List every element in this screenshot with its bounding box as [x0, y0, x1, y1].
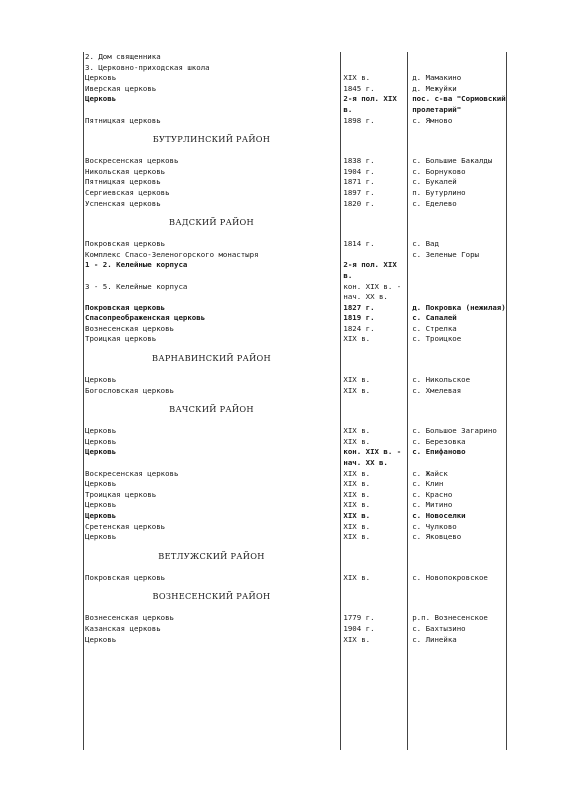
- object-name: Церковь: [85, 532, 117, 542]
- table-row: [83, 426, 506, 437]
- object-name: Никольская церковь: [85, 166, 166, 176]
- object-name: Церковь: [85, 426, 117, 436]
- object-name: 3 - 5. Келейные корпуса: [85, 281, 188, 291]
- object-location: [409, 63, 506, 74]
- object-location: с. Вад: [412, 239, 439, 249]
- object-name: Воскресенская церковь: [85, 156, 179, 166]
- object-location: с. Новоселки: [412, 511, 466, 520]
- table-row: [83, 303, 506, 314]
- object-date: XIX в.: [343, 511, 371, 520]
- table-row: [83, 260, 506, 281]
- object-location: с. Еделево: [412, 198, 457, 208]
- object-name: Богословская церковь: [85, 385, 174, 395]
- table-row: [83, 613, 506, 624]
- district-heading: ВЕТЛУЖСКИЙ РАЙОН: [158, 550, 265, 561]
- object-date: XIX в.: [343, 468, 371, 478]
- table-row: [83, 635, 506, 646]
- object-name: Церковь: [85, 479, 117, 489]
- table-row: [83, 469, 506, 480]
- district-heading: БУТУРЛИНСКИЙ РАЙОН: [152, 134, 271, 145]
- table-row: [83, 188, 506, 199]
- object-date: XIX в.: [343, 634, 371, 644]
- object-name: Воскресенская церковь: [85, 468, 179, 478]
- table-row: [83, 334, 506, 345]
- object-location: р.п. Вознесенское: [412, 613, 488, 623]
- object-location: с. Епифаново: [412, 447, 466, 457]
- object-name: Иверская церковь: [85, 83, 157, 93]
- district-heading: ВАЧСКИЙ РАЙОН: [169, 404, 254, 415]
- table-row: [83, 375, 506, 386]
- object-name: Сретенская церковь: [85, 521, 166, 531]
- object-location: с. Сапалей: [412, 313, 457, 323]
- object-date: [341, 52, 409, 63]
- object-location: с. Борнуково: [412, 166, 466, 176]
- object-date: 1779 г.: [343, 613, 375, 623]
- object-location: с. Никольское: [412, 375, 471, 385]
- object-date: XIX в.: [343, 385, 371, 395]
- object-location: [409, 282, 506, 303]
- table-row: [83, 239, 506, 250]
- object-date: 1838 г.: [343, 156, 375, 166]
- district-heading: ВАДСКИЙ РАЙОН: [169, 217, 254, 228]
- object-location: с. Линейка: [412, 634, 457, 644]
- object-name: Вознесенская церковь: [85, 323, 174, 333]
- object-date: 1819 г.: [343, 313, 375, 323]
- object-date: [341, 63, 409, 74]
- object-date: XIX в.: [343, 334, 371, 344]
- table-row: [83, 437, 506, 448]
- table-row: [83, 490, 506, 501]
- object-name: Церковь: [85, 375, 117, 385]
- object-location: с. Зеленые Горы: [412, 249, 479, 259]
- table-row: [83, 624, 506, 635]
- object-date: 1898 г.: [343, 115, 375, 125]
- object-location: с. Бахтызино: [412, 623, 466, 633]
- object-location: с. Троицкое: [412, 334, 462, 344]
- object-location: с. Букалей: [412, 177, 457, 187]
- object-location: с. Новопокровское: [412, 572, 488, 582]
- table-row: [83, 313, 506, 324]
- object-date: XIX в.: [343, 489, 371, 499]
- object-location: с. Митино: [412, 500, 453, 510]
- object-location: с. Хмелевая: [412, 385, 462, 395]
- object-date: 1871 г.: [343, 177, 375, 187]
- table-row: [83, 73, 506, 84]
- object-date: XIX в.: [343, 436, 371, 446]
- object-location: с. Красно: [412, 489, 453, 499]
- object-date: кон. XIX в. - нач. XX в.: [343, 281, 406, 302]
- object-name: Покровская церковь: [85, 302, 166, 312]
- object-location: с. Чулково: [412, 521, 457, 531]
- object-name: 3. Церковно-приходская школа: [85, 62, 210, 72]
- object-location: п. Бутурлино: [412, 187, 466, 197]
- object-date: кон. XIX в. - нач. XX в.: [343, 447, 406, 468]
- table-row: [83, 500, 506, 511]
- table-row: [83, 282, 506, 303]
- object-date: XIX в.: [343, 426, 371, 436]
- table-row: [83, 167, 506, 178]
- table-row: [83, 116, 506, 127]
- object-name: 1 - 2. Келейные корпуса: [85, 260, 188, 270]
- object-name: Спасопреображенская церковь: [85, 313, 206, 323]
- object-location: с. Ямново: [412, 115, 453, 125]
- table-row: [83, 250, 506, 261]
- table-border-right: [506, 52, 507, 750]
- district-heading: ВОЗНЕСЕНСКИЙ РАЙОН: [152, 591, 271, 602]
- object-location: с. Большие Бакалды: [412, 156, 493, 166]
- object-name: Пятницкая церковь: [85, 115, 161, 125]
- object-date: XIX в.: [343, 375, 371, 385]
- table-row: [83, 479, 506, 490]
- object-name: Пятницкая церковь: [85, 177, 161, 187]
- object-date: 1814 г.: [343, 239, 375, 249]
- object-name: Церковь: [85, 500, 117, 510]
- object-name: Церковь: [85, 634, 117, 644]
- object-date: 1820 г.: [343, 198, 375, 208]
- object-name: Казанская церковь: [85, 623, 161, 633]
- object-location: [409, 52, 506, 63]
- object-location: с. Березовка: [412, 436, 466, 446]
- table-row: [83, 522, 506, 533]
- object-name: Церковь: [85, 447, 117, 457]
- object-name: Троицкая церковь: [85, 489, 157, 499]
- object-location: с. Яковцево: [412, 532, 462, 542]
- object-date: 2-я пол. XIX в.: [343, 260, 402, 280]
- table-row: [83, 52, 506, 63]
- object-date: 1904 г.: [343, 623, 375, 633]
- table-row: [83, 156, 506, 167]
- object-date: XIX в.: [343, 572, 371, 582]
- object-date: 1904 г.: [343, 166, 375, 176]
- object-date: XIX в.: [343, 500, 371, 510]
- object-date: 2-я пол. XIX в.: [343, 94, 402, 114]
- object-date: XIX в.: [343, 521, 371, 531]
- object-name: Успенская церковь: [85, 198, 161, 208]
- table-row: [83, 573, 506, 584]
- object-date: 1824 г.: [343, 323, 375, 333]
- object-location: пос. с-ва "Сормовский пролетарий": [412, 94, 511, 114]
- object-date: 1845 г.: [343, 83, 375, 93]
- object-location: с. Клин: [412, 479, 444, 489]
- object-location: с. Большое Загарино: [412, 426, 497, 436]
- object-name: Покровская церковь: [85, 239, 166, 249]
- object-name: Вознесенская церковь: [85, 613, 174, 623]
- object-location: д. Покровка (нежилая): [412, 302, 506, 312]
- table-row: [83, 63, 506, 74]
- object-date: XIX в.: [343, 532, 371, 542]
- object-date: 1827 г.: [343, 302, 375, 312]
- object-date: [341, 250, 409, 261]
- object-name: 2. Дом священника: [85, 52, 161, 61]
- object-name: Церковь: [85, 436, 117, 446]
- table-row: [83, 94, 511, 115]
- object-location: с. Жайск: [412, 468, 448, 478]
- object-name: Троицкая церковь: [85, 334, 157, 344]
- table-row: [83, 177, 506, 188]
- table-row: [83, 386, 506, 397]
- object-location: д. Мамакино: [412, 73, 462, 83]
- object-location: с. Стрелка: [412, 323, 457, 333]
- table-row: [83, 447, 506, 468]
- table-row: [83, 84, 506, 95]
- object-location: [409, 260, 506, 281]
- object-name: Церковь: [85, 94, 117, 104]
- object-date: 1897 г.: [343, 187, 375, 197]
- object-date: XIX в.: [343, 479, 371, 489]
- object-name: Сергиевская церковь: [85, 187, 170, 197]
- table-row: [83, 532, 506, 543]
- table-row: [83, 324, 506, 335]
- object-name: Покровская церковь: [85, 572, 166, 582]
- object-location: д. Межуйки: [412, 83, 457, 93]
- table-row: [83, 511, 506, 522]
- object-name: Комплекс Спасо-Зеленогорского монастыря: [85, 249, 259, 259]
- district-heading: ВАРНАВИНСКИЙ РАЙОН: [152, 353, 271, 364]
- table-row: [83, 199, 506, 210]
- object-name: Церковь: [85, 73, 117, 83]
- object-date: XIX в.: [343, 73, 371, 83]
- object-name: Церковь: [85, 511, 117, 520]
- heritage-table: [83, 52, 511, 645]
